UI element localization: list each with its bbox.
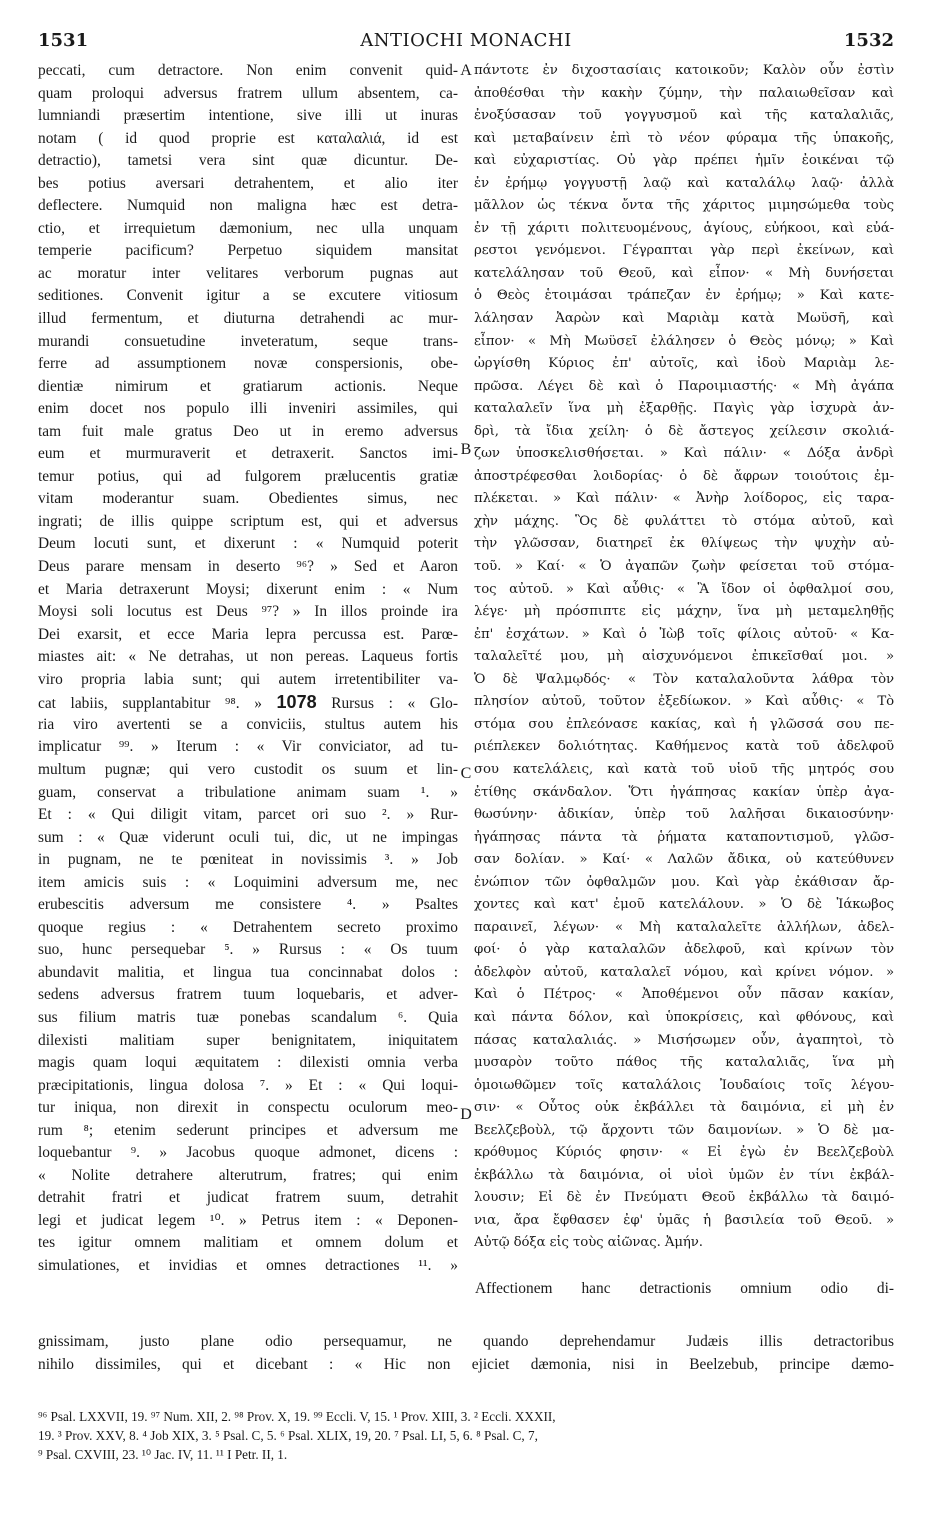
- text-line: ζων ὑποσκελισθήσεται. » Καὶ πάλιν· « Δόξα ἀνδρὶ: [474, 446, 894, 462]
- text-line: erubescitis adversum me consistere ⁴. » Psaltes: [38, 896, 458, 914]
- text-line: τὴν γλῶσσαν, διατηρεῖ ἐκ θλίψεως τὴν ψυχὴν αὐ-: [474, 536, 894, 552]
- text-line: guam, conservat a tribulatione animam suam ¹. »: [38, 783, 458, 801]
- text-line: Moysi soli locutus est Deus ⁹⁷? » In illos proinde ira: [38, 603, 458, 621]
- text-line: ὠργίσθη Κύριος ἐπ' αὐτοῖς, καὶ ἰδοὺ Μαριὰμ λε-: [474, 356, 894, 372]
- text-line: ἐν ἐρήμῳ γογγυστῇ λαῷ καὶ καταλάλῳ λαῷ· ἀλλὰ: [474, 175, 894, 191]
- text-fragment: cat labiis, supplantabitur ⁹⁸. »: [38, 695, 277, 713]
- footnote-line: ⁹ Psal. CXVIII, 23. ¹⁰ Jac. IV, 11. ¹¹ I Petr. II, 1.: [38, 1447, 288, 1462]
- text-line: notam ( id quod proprie est καταλαλιά, id est: [38, 129, 458, 147]
- text-line: πλέκεται. » Καὶ πάλιν· « Ἀνὴρ λοίδορος, εἰς ταρα-: [474, 491, 894, 507]
- text-line: nihilo dissimiles, qui et dicebant : « Hic non ejiciet dæmonia, nisi in Beelzebub, principe dæmo-: [38, 1355, 894, 1373]
- text-line: ἐν τῇ χάριτι πολιτευομένους, ἁγίους, εὐήκοοι, καὶ εὐά-: [474, 220, 894, 236]
- text-line: detrahit fratri et judicat fratrem suum, detrahit: [38, 1189, 458, 1207]
- text-line: temperie pacificum? Perpetuo siquidem mansitat: [38, 242, 458, 260]
- text-line: miastes ait: « Ne detrahas, ut non pereas. Laqueus fortis: [38, 648, 458, 666]
- text-line: ριέπλεκεν δολιότητας. Καθήμενος κατὰ τοῦ ἀδελφοῦ: [474, 739, 894, 755]
- text-line: suo, hunc persequebar ⁵. » Rursus : « Os tuum: [38, 941, 458, 959]
- margin-marker-d: D: [460, 1106, 472, 1123]
- text-line: quoque regius : « Detrahentem secreto proximo: [38, 918, 458, 936]
- text-line: tam fuit male gratus Deo ut in eremo adversus: [38, 422, 458, 440]
- text-line: multum pugnæ; qui vero custodit os suum et lin-: [38, 760, 458, 778]
- text-line: sus filium matris tuæ ponebas scandalum ⁶. Quia: [38, 1008, 458, 1026]
- text-line: simulationes, et invidias et omnes detractiones ¹¹. »: [38, 1256, 458, 1274]
- text-line: ac moratur inter velitares verborum pugnas aut: [38, 264, 458, 282]
- page-number-left: 1531: [38, 30, 89, 51]
- page-number-right: 1532: [843, 30, 894, 51]
- text-line: παραινεῖ, λέγων· « Μὴ καταλαλεῖτε ἀλλήλων, ἀδελ-: [474, 919, 894, 935]
- text-line: ἐνοξύσασαν τοῦ γογγυσμοῦ καὶ τῆς καταλαλιᾶς,: [474, 108, 894, 124]
- text-line: καὶ εὐχαριστίας. Οὐ γὰρ πρέπει ἡμῖν ἐοικέναι τῷ: [474, 153, 894, 169]
- text-line: ἐνώπιον τῶν ὀφθαλμῶν μου. Καὶ γὰρ ἐκάθισαν ἄρ-: [474, 874, 894, 890]
- footnote-line: ⁹⁶ Psal. LXXVII, 19. ⁹⁷ Num. XII, 2. ⁹⁸ Prov. X, 19. ⁹⁹ Eccli. V, 15. ¹ Prov. XIII, 3. ² Eccli. XXXII,: [38, 1409, 556, 1424]
- text-line: eum et murmuraverit et detraxerit. Sanctos imi-: [38, 445, 458, 463]
- text-fragment: Rursus : « Glo-: [316, 695, 458, 713]
- text-line: dientiæ nimirum et gratiarum actionis. Neque: [38, 377, 458, 395]
- text-line: illud fermentum, et diuturna detrahendi ac mur-: [38, 310, 458, 328]
- text-line: abundavit malitia, et lingua tua concinnabat dolos :: [38, 963, 458, 981]
- text-line: præcipitationis, lingua dolosa ⁷. » Et : « Qui loqui-: [38, 1076, 458, 1094]
- text-line: ἀδελφὸν αὐτοῦ, καταλαλεῖ νόμου, καὶ κρίνει νόμον. »: [474, 964, 894, 980]
- running-title: ANTIOCHI MONACHI: [360, 30, 572, 51]
- text-line: ria viro avertenti se a conviciis, stultus autem his: [38, 715, 458, 733]
- text-line: Βεελζεβοὺλ, τῷ ἄρχοντι τῶν δαιμονίων. » Ὁ δὲ μα-: [474, 1122, 894, 1138]
- margin-marker-b: B: [460, 441, 472, 458]
- text-line: lumniandi præsertim intentione, sive illi ut inuras: [38, 107, 458, 125]
- text-line: πάντοτε ἐν διχοστασίαις κατοικοῦν; Καλὸν οὖν ἐστὶν: [474, 63, 894, 78]
- full-width-text: [38, 1331, 894, 1376]
- text-line: ἀποθέσθαι τὴν κακὴν ζύμην, τὴν παλαιωθεῖσαν καὶ: [474, 85, 894, 101]
- text-line: rum ⁸; etenim sederunt principes et adversum me: [38, 1121, 458, 1139]
- text-line: temur potius, qui ad fulgorem prælucentis gratiæ: [38, 467, 458, 485]
- text-line: ἐκβάλλω τὰ δαιμόνια, οἱ υἱοὶ ὑμῶν ἐν τίνι ἐκβάλ-: [474, 1167, 894, 1183]
- text-line: et Maria detraxerunt Moysi; dixerunt enim : « Num: [38, 580, 458, 598]
- text-line: ρεστοι γενόμενοι. Γέγραπται γὰρ περὶ ἐκείνων, καὶ: [474, 243, 894, 259]
- text-line: σαν δολίαν. » Καί· « Λαλῶν ἄδικα, οὐ κατεύθυνεν: [474, 852, 894, 868]
- text-line: σιν· « Οὗτος οὐκ ἐκβάλλει τὰ δαιμόνια, εἰ μὴ ἐν: [474, 1100, 894, 1116]
- text-line: vitam moderantur suam. Obedientes simus, nec: [38, 490, 458, 508]
- text-line: νια, ἄρα ἔφθασεν ἐφ' ὑμᾶς ἡ βασιλεία τοῦ Θεοῦ. »: [474, 1212, 894, 1228]
- text-line: θωσύνην· ἀδικίαν, ὑπὲρ τοῦ λαλῆσαι δικαιοσύνην·: [474, 807, 894, 823]
- text-line: ἠγάπησας πάντα τὰ ῥήματα καταποντισμοῦ, γλῶσ-: [474, 829, 894, 845]
- text-line: χὴν μάχης. Ὃς δὲ φυλάττει τὸ στόμα αὐτοῦ, καὶ: [474, 513, 894, 529]
- text-line: λάλησαν Ἀαρὼν καὶ Μαριὰμ κατὰ Μωϋσῆ, καὶ: [474, 311, 894, 327]
- text-line: ἀποστρέφεσθαι λοιδορίας· ὁ δὲ ἄφρων τοιούτοις ἐμ-: [474, 468, 894, 484]
- text-line: deflectere. Numquid non maligna hæc est detra-: [38, 197, 458, 215]
- text-line: λουσιν; Εἰ δὲ ἐν Πνεύματι Θεοῦ ἐκβάλλω τὰ δαιμό-: [474, 1190, 894, 1206]
- text-line: sedens adversus fratrem tuum loquebaris, et adver-: [38, 986, 458, 1004]
- text-line: viro propria labia sunt; qui autem irretentibiliter va-: [38, 670, 458, 688]
- text-line: κατελάλησαν τοῦ Θεοῦ, καὶ εἶπον· « Μὴ δυνήσεται: [474, 265, 894, 281]
- text-line: murandi consuetudine inveteratum, seque trans-: [38, 332, 458, 350]
- text-line: λέγε· μὴ πρόσπιπτε εἰς μάχην, ἵνα μὴ μεταμεληθῇς: [474, 604, 894, 620]
- text-line: [38, 691, 458, 714]
- text-line: ctio, et irrequietum dæmonium, nec ulla unquam: [38, 219, 458, 237]
- text-line: ἐπ' ἐσχάτων. » Καὶ ὁ Ἰὼβ τοῖς φίλοις αὐτοῦ· « Κα-: [474, 626, 894, 642]
- text-line: καὶ μεταβαίνειν ἐπὶ τὸ νέον φύραμα τῆς ὑπακοῆς,: [474, 130, 894, 146]
- text-line: τοῦ. » Καί· « Ὁ ἀγαπῶν ζωὴν φείσεται τοῦ στόμα-: [474, 559, 894, 575]
- text-line: peccati, cum detractore. Non enim convenit quid-: [38, 62, 458, 79]
- text-line: loquebantur ⁹. » Jacobus quoque admonet, dicens :: [38, 1144, 458, 1162]
- text-line: quam proloqui adversus fratrem ullum absentem, ca-: [38, 84, 458, 102]
- text-line: Deum locuti sunt, et dixerunt : « Numquid poterit: [38, 535, 458, 553]
- text-line: Ὁ δὲ Ψαλμῳδός· « Τὸν καταλαλοῦντα λάθρα τὸν: [474, 671, 894, 687]
- text-line: καὶ πάντα δόλον, καὶ ὑποκρίσεις, καὶ φθόνους, καὶ: [474, 1009, 894, 1025]
- text-line: τος αὐτοῦ. » Καὶ αὖθις· « Ἃ ἴδον οἱ ὀφθαλμοί σου,: [474, 581, 894, 597]
- margin-marker-c: C: [460, 765, 472, 782]
- text-line: seditiones. Convenit igitur a se excutere vitiosum: [38, 287, 458, 305]
- text-line: bes potius aversari detrahentem, et alio iter: [38, 174, 458, 192]
- text-line: Αὐτῷ δόξα εἰς τοὺς αἰῶνας. Ἀμήν.: [474, 1235, 703, 1251]
- text-line: legi et judicat legem ¹⁰. » Petrus item : « Deponen-: [38, 1211, 458, 1229]
- text-line: Affectionem hanc detractionis omnium odio di-: [475, 1280, 894, 1297]
- text-line: πλησίον αὐτοῦ, τοῦτον ἐξεδίωκον. » Καὶ αὖθις· « Τὸ: [474, 694, 894, 710]
- text-line: φοί· ὁ γὰρ καταλαλῶν ἀδελφοῦ, καὶ κρίνων τὸν: [474, 942, 894, 958]
- text-line: πρῶσα. Λέγει δὲ καὶ ὁ Παροιμιαστής· « Μὴ ἀγάπα: [474, 378, 894, 394]
- text-line: « Nolite detrahere alterutrum, fratres; qui enim: [38, 1166, 458, 1184]
- column-number: 1078: [276, 692, 317, 713]
- text-line: sum : « Quæ viderunt oculi tui, dic, ut ne impingas: [38, 828, 458, 846]
- text-line: tur iniqua, non direxit in conspectu oculorum meo-: [38, 1099, 458, 1117]
- text-line: μυσαρὸν τοῦτο πάθος τῆς καταλαλιᾶς, ἵνα μὴ: [474, 1055, 894, 1071]
- text-line: Deus parare mensam in deserto ⁹⁶? » Sed et Aaron: [38, 558, 458, 576]
- text-line: detractio), tametsi vera sint quæ dicuntur. De-: [38, 152, 458, 170]
- text-line: χοντες καὶ κατ' ἐμοῦ κατελάλουν. » Ὁ δὲ Ἰάκωβος: [474, 897, 894, 913]
- text-line: gnissimam, justo plane odio persequamur, ne quando deprehendamur Judæis illis detractoribus: [38, 1333, 894, 1350]
- text-line: μᾶλλον ὡς τέκνα ὄντα τῆς χάριτος μιμησώμεθα τοὺς: [474, 198, 894, 214]
- text-line: ἐτίθης σκάνδαλον. Ὅτι ἠγάπησας κακίαν ὑπὲρ ἀγα-: [474, 784, 894, 800]
- text-line: enim docet nos populo illi inveniri assimiles, qui: [38, 400, 458, 418]
- text-line: dilexisti malitiam super benignitatem, iniquitatem: [38, 1031, 458, 1049]
- text-line: magis quam loqui æquitatem : dilexisti omnia verba: [38, 1054, 458, 1072]
- text-line: Καὶ ὁ Πέτρος· « Ἀποθέμενοι οὖν πᾶσαν κακίαν,: [474, 987, 894, 1003]
- text-line: Et : « Qui diligit vitam, parcet ori suo ². » Rur-: [38, 806, 458, 824]
- text-line: δρὶ, τὰ ἴδια χείλη· ὁ δὲ ἄστεγος χείλεσιν σκολιά-: [474, 423, 894, 439]
- footnotes: [38, 1407, 894, 1464]
- text-line: ὁ Θεὸς ἑτοιμάσαι τράπεζαν ἐν ἐρήμῳ; » Καὶ κατε-: [474, 288, 894, 304]
- text-line: implicatur ⁹⁹. » Iterum : « Vir conviciator, ad tu-: [38, 738, 458, 756]
- text-line: κρόθυμος Κύριός φησιν· « Εἰ ἐγὼ ἐν Βεελζεβοὺλ: [474, 1145, 894, 1161]
- margin-marker-a: A: [460, 62, 472, 79]
- greek-column: [474, 60, 894, 1255]
- text-line: στόμα σου ἐπλεόνασε κακίας, καὶ ἡ γλῶσσά σου πε-: [474, 716, 894, 732]
- text-line: ὁμοιωθῶμεν τοῖς καταλάλοις Ἰουδαίοις τοῖς λέγου-: [474, 1077, 894, 1093]
- text-line: ferre ad assumptionem novæ conspersionis, obe-: [38, 355, 458, 373]
- text-line: σου κατελάλεις, καὶ κατὰ τοῦ υἱοῦ τῆς μητρός σου: [474, 761, 894, 777]
- text-line: item amicis suis : « Loquimini adversum me, nec: [38, 873, 458, 891]
- text-line: εἶπον· « Μὴ Μωϋσεῖ ἐλάλησεν ὁ Θεὸς μόνῳ; » Καὶ: [474, 333, 894, 349]
- text-line: ingrati; de illis quippe scriptum est, qui et adversus: [38, 512, 458, 530]
- text-line: καταλαλεῖν ἵνα μὴ ἐξαρθῇς. Παγὶς γὰρ ἰσχυρὰ ἀν-: [474, 401, 894, 417]
- text-line: ταλαλεῖτέ μου, μὴ αἰσχυνόμενοι ἐπικεῖσθαί μοι. »: [474, 649, 894, 665]
- page-header: [38, 30, 894, 56]
- text-line: πάσας καταλαλιάς. » Μισήσωμεν οὖν, ἀγαπητοὶ, τὸ: [474, 1032, 894, 1048]
- text-line: in pugnam, ne te pœniteat in novissimis ³. » Job: [38, 851, 458, 869]
- footnote-line: 19. ³ Prov. XXV, 8. ⁴ Job XIX, 3. ⁵ Psal. C, 5. ⁶ Psal. XLIX, 19, 20. ⁷ Psal. LI, 5, 6. ⁸ Psal. C, 7,: [38, 1428, 538, 1443]
- text-line: tes igitur omnem malitiam et omnem dolum et: [38, 1234, 458, 1252]
- text-line: Dei exarsit, et ecce Maria lepra percussa est. Parœ-: [38, 625, 458, 643]
